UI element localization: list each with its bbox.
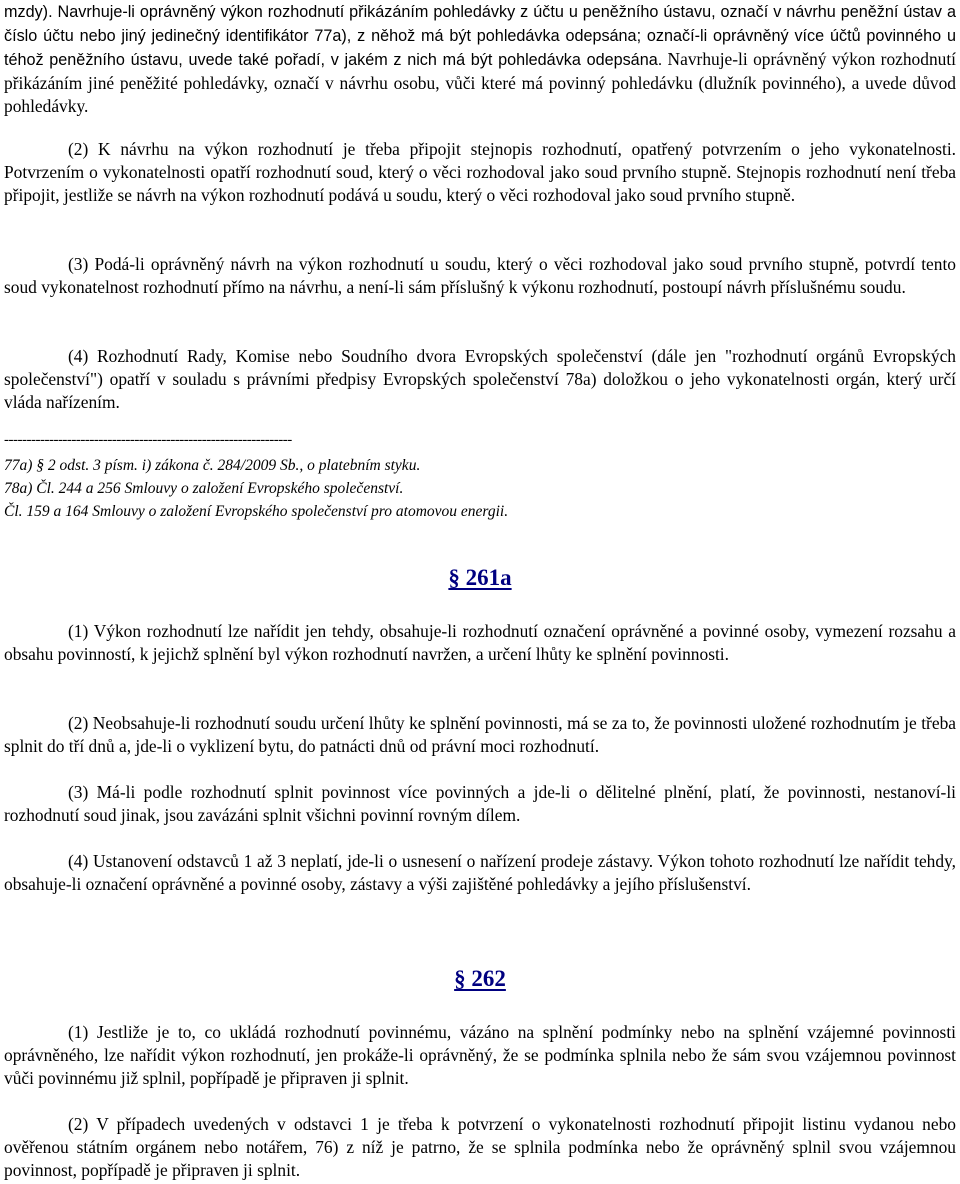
paragraph-3-text: (3) Podá-li oprávněný návrh na výkon rozhodnutí u soudu, který o věci rozhodoval jako soud prvního stupně, potvrdí tento soud vykonatelnost rozhodnutí přímo na návrhu, a není-li sám příslušný k výkonu rozhodnutí, postoupí návrh příslušnému soudu. <box>4 254 956 297</box>
section-261a-paragraph-2 <box>4 712 956 758</box>
section-261a-paragraph-2-text: (2) Neobsahuje-li rozhodnutí soudu určení lhůty ke splnění povinnosti, má se za to, že povinnosti uložené rozhodnutím je třeba splnit do tří dnů a, jde-li o vyklizení bytu, do patnácti dnů od právní moci rozhodnutí. <box>4 713 956 756</box>
paragraph-1-continuation <box>4 0 956 118</box>
footnote-separator: ---------------------------------------------------------------- <box>4 432 292 448</box>
section-261a-paragraph-1 <box>4 620 956 666</box>
section-261a-paragraph-3 <box>4 781 956 827</box>
footnote-78a: 78a) Čl. 244 a 256 Smlouvy o založení Evropského společenství. <box>4 480 404 497</box>
section-heading-262-text: § 262 <box>454 966 506 991</box>
section-heading-261a <box>0 565 960 591</box>
section-heading-261a-text: § 261a <box>448 565 512 590</box>
footnote-77a: 77a) § 2 odst. 3 písm. i) zákona č. 284/2009 Sb., o platebním styku. <box>4 457 421 474</box>
footnote-78a-continued: Čl. 159 a 164 Smlouvy o založení Evropského společenství pro atomovou energii. <box>4 503 509 520</box>
section-262-paragraph-1 <box>4 1021 956 1090</box>
section-261a-paragraph-3-text: (3) Má-li podle rozhodnutí splnit povinnost více povinných a jde-li o dělitelné plnění, platí, že povinnosti, nestanoví-li rozhodnutí soud jinak, jsou zavázáni splnit všichni povinní rovným dílem. <box>4 782 956 825</box>
paragraph-4 <box>4 345 956 414</box>
paragraph-4-text: (4) Rozhodnutí Rady, Komise nebo Soudního dvora Evropských společenství (dále jen "rozhodnutí orgánů Evropských společenství") opatří v souladu s právními předpisy Evropských společenství 78a) doložkou o jeho vykonatelnosti orgán, který určí vláda nařízením. <box>4 346 956 412</box>
section-heading-262 <box>0 966 960 992</box>
section-262-paragraph-2 <box>4 1113 956 1182</box>
section-262-paragraph-2-text: (2) V případech uvedených v odstavci 1 je třeba k potvrzení o vykonatelnosti rozhodnutí připojit listinu vydanou nebo ověřenou státním orgánem nebo notářem, 76) z níž je patrno, že se splnila podmínka nebo že oprávněný splnil svou vzájemnou povinnost, popřípadě je připraven ji splnit. <box>4 1114 956 1180</box>
section-261a-paragraph-4 <box>4 850 956 896</box>
paragraph-1-rest: Navrhuje-li oprávněný výkon rozhodnutí přikázáním jiné peněžité pohledávky, označí v návrhu osobu, vůči které má povinný pohledávku (dlužník povinného), a uvede důvod pohledávky. <box>4 49 956 116</box>
paragraph-2-text: (2) K návrhu na výkon rozhodnutí je třeba připojit stejnopis rozhodnutí, opatřený potvrzením o jeho vykonatelnosti. Potvrzením o vykonatelnosti opatří rozhodnutí soud, který o věci rozhodoval jako soud prvního stupně. Stejnopis rozhodnutí není třeba připojit, jestliže se návrh na výkon rozhodnutí podává u soudu, který o věci rozhodoval jako soud prvního stupně. <box>4 139 956 205</box>
paragraph-2 <box>4 138 956 207</box>
section-261a-paragraph-4-text: (4) Ustanovení odstavců 1 až 3 neplatí, jde-li o usnesení o nařízení prodeje zástavy. Výkon tohoto rozhodnutí lze nařídit tehdy, obsahuje-li označení oprávněné a povinné osoby, zástavy a výši zajištěné pohledávky a jejího příslušenství. <box>4 851 956 894</box>
section-261a-paragraph-1-text: (1) Výkon rozhodnutí lze nařídit jen tehdy, obsahuje-li rozhodnutí označení oprávněné a povinné osoby, vymezení rozsahu a obsahu povinností, k jejichž splnění byl výkon rozhodnutí navržen, a určení lhůty ke splnění povinnosti. <box>4 621 956 664</box>
section-262-paragraph-1-text: (1) Jestliže je to, co ukládá rozhodnutí povinnému, vázáno na splnění podmínky nebo na splnění vzájemné povinnosti oprávněného, lze nařídit výkon rozhodnutí, jen prokáže-li oprávněný, že se podmínka splnila nebo že sám svou vzájemnou povinnost vůči povinnému již splnil, popřípadě je připraven ji splnit. <box>4 1022 956 1088</box>
paragraph-3 <box>4 253 956 299</box>
paragraph-1-lead: mzdy). Navrhuje-li oprávněný výkon rozhodnutí přikázáním pohledávky z účtu u peněžního ústavu, označí v návrhu peněžní ústav a číslo účtu nebo jiný jedinečný identifikátor 77a), z něhož má být pohledávka odepsána; označí-li oprávněný více účtů povinného u téhož peněžního ústavu, uvede také pořadí, v jakém z nich má být pohledávka odepsána. <box>4 3 956 69</box>
